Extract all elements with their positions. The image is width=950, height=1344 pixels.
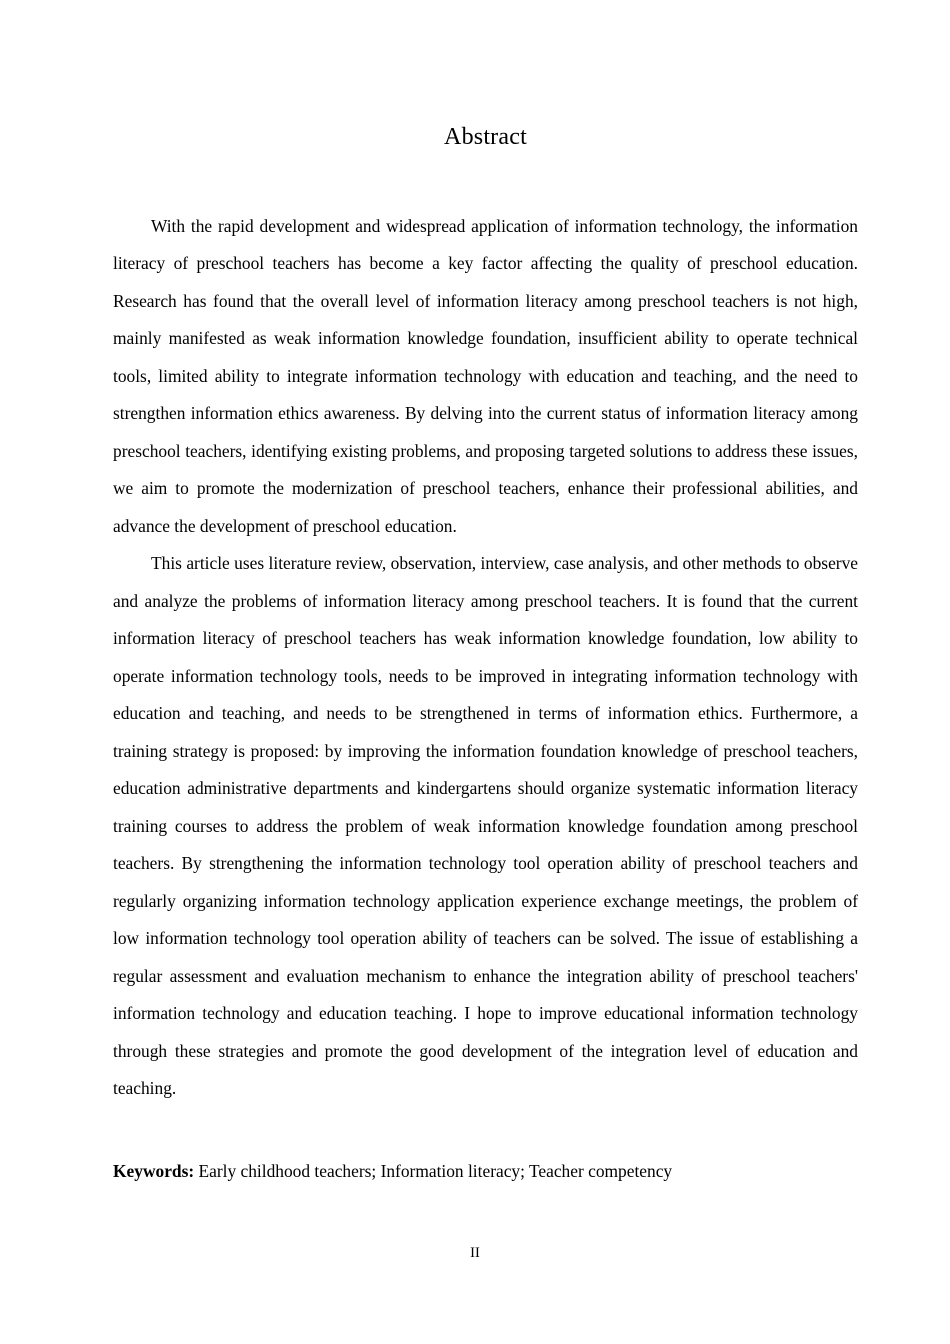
page-content [113,0,858,1190]
paragraph: This article uses literature review, observation, interview, case analysis, and other methods to observe and analyze the problems of information literacy among preschool teachers. It is found that the current information literacy of preschool teachers has weak information knowledge foundation, low ability to operate information technology tools, needs to be improved in integrating information technology with education and teaching, and needs to be strengthened in terms of information ethics. Furthermore, a training strategy is proposed: by improving the information foundation knowledge of preschool teachers, education administrative departments and kindergartens should organize systematic information literacy training courses to address the problem of weak information knowledge foundation among preschool teachers. By strengthening the information technology tool operation ability of preschool teachers and regularly organizing information technology application experience exchange meetings, the problem of low information technology tool operation ability of teachers can be solved. The issue of establishing a regular assessment and evaluation mechanism to enhance the integration ability of preschool teachers' information technology and education teaching. I hope to improve educational information technology through these strategies and promote the good development of the integration level of education and teaching. [113,553,858,1099]
page-number: II [470,1245,480,1261]
abstract-body [113,208,858,1108]
keywords-values: Early childhood teachers; Information literacy; Teacher competency [198,1160,673,1181]
keywords-line [113,1153,858,1191]
keywords-label: Keywords: [113,1160,195,1181]
paragraph: With the rapid development and widespread application of information technology, the information literacy of preschool teachers has become a key factor affecting the quality of preschool education. Research has found that the overall level of information literacy among preschool teachers is not high, mainly manifested as weak information knowledge foundation, insufficient ability to operate technical tools, limited ability to integrate information technology with education and teaching, and the need to strengthen information ethics awareness. By delving into the current status of information literacy among preschool teachers, identifying existing problems, and proposing targeted solutions to address these issues, we aim to promote the modernization of preschool teachers, enhance their professional abilities, and advance the development of preschool education. [113,215,858,536]
page-title: Abstract [444,124,527,150]
